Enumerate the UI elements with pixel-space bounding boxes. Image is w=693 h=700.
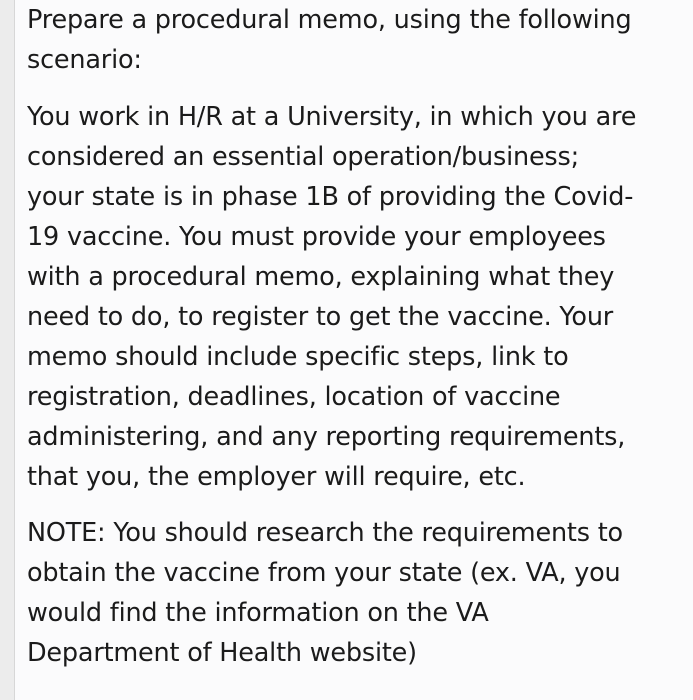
scenario-line-8: registration, deadlines, location of vaccine xyxy=(27,382,561,412)
note-line-2: obtain the vaccine from your state (ex. VA, you xyxy=(27,558,621,588)
note-line-3: would find the information on the VA xyxy=(27,598,489,628)
intro-paragraph xyxy=(27,0,687,80)
intro-line-2: scenario: xyxy=(27,45,142,75)
scenario-line-10: that you, the employer will require, etc. xyxy=(27,462,526,492)
left-margin xyxy=(0,0,14,700)
scenario-line-2: considered an essential operation/business; xyxy=(27,142,579,172)
note-paragraph xyxy=(27,513,687,673)
scenario-line-4: 19 vaccine. You must provide your employees xyxy=(27,222,606,252)
scenario-line-1: You work in H/R at a University, in which you are xyxy=(27,102,637,132)
scenario-line-6: need to do, to register to get the vaccine. Your xyxy=(27,302,614,332)
document-page xyxy=(14,0,693,700)
note-line-4: Department of Health website) xyxy=(27,638,417,668)
memo-instructions xyxy=(27,0,687,673)
intro-line-1: Prepare a procedural memo, using the following xyxy=(27,5,632,35)
note-line-1: NOTE: You should research the requirements to xyxy=(27,518,623,548)
scenario-line-9: administering, and any reporting requirements, xyxy=(27,422,626,452)
scenario-line-3: your state is in phase 1B of providing the Covid- xyxy=(27,182,634,212)
scenario-line-7: memo should include specific steps, link to xyxy=(27,342,569,372)
scenario-line-5: with a procedural memo, explaining what they xyxy=(27,262,615,292)
scenario-paragraph xyxy=(27,97,687,497)
